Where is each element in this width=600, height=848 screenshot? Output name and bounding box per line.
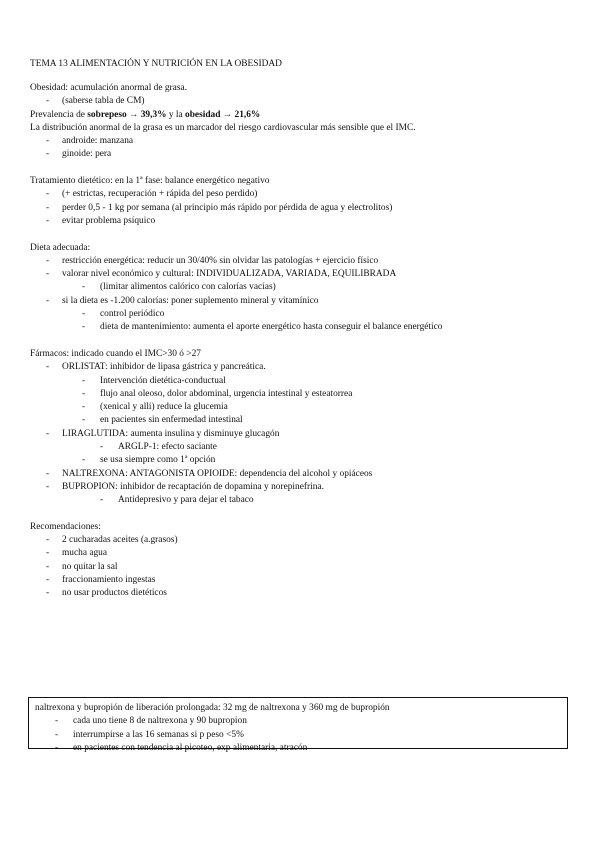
bullet-dash: - (46, 548, 50, 559)
bullet-dash: - (55, 742, 59, 753)
sobrepeso-value: sobrepeso → 39,3% (87, 109, 167, 120)
list-item: - LIRAGLUTIDA: aumenta insulina y disminuye glucagón (30, 428, 575, 441)
list-item: - si la dieta es -1.200 calorías: poner suplemento mineral y vitamínico (30, 295, 575, 308)
note-box (28, 697, 568, 753)
bullet-dash: - (46, 481, 50, 492)
list-item: - (saberse tabla de CM) (30, 95, 575, 108)
bullet-dash: - (46, 362, 50, 373)
list-item: - cada uno tiene 8 de naltrexona y 90 bupropion (35, 715, 561, 728)
list-subitem: - Antidepresivo y para dejar el tabaco (30, 494, 575, 507)
bullet-dash: - (82, 375, 86, 386)
list-item: - en pacientes con tendencia al picoteo, exp alimentaria, atracón (35, 742, 561, 755)
note-heading: naltrexona y bupropión de liberación prolongada: 32 mg de naltrexona y 360 mg de bupropión (35, 703, 390, 713)
document-title: TEMA 13 ALIMENTACIÓN Y NUTRICIÓN EN LA OBESIDAD (30, 59, 282, 69)
list-subitem: - dieta de mantenimiento: aumenta el aporte energético hasta conseguir el balance energético (30, 321, 575, 334)
list-item: - no quitar la sal (30, 561, 575, 574)
tratamiento-heading: Tratamiento dietético: en la 1ª fase: balance energético negativo (30, 176, 270, 187)
list-item: - NALTREXONA: ANTAGONISTA OPIOIDE: dependencia del alcohol y opiáceos (30, 468, 575, 481)
list-item: - ginoide: pera (30, 148, 575, 161)
list-subitem: - en pacientes sin enfermedad intestinal (30, 414, 575, 427)
bullet-dash: - (46, 269, 50, 280)
bullet-dash: - (46, 574, 50, 585)
list-item: - BUPROPION: inhibidor de recaptación de dopamina y norepinefrina. (30, 481, 575, 494)
list-item: - fraccionamiento ingestas (30, 574, 575, 587)
list-item: - 2 cucharadas aceites (a.grasos) (30, 534, 575, 547)
list-subitem: - flujo anal oleoso, dolor abdominal, urgencia intestinal y esteatorrea (30, 388, 575, 401)
bullet-dash: - (82, 309, 86, 320)
bullet-dash: - (46, 215, 50, 226)
bullet-dash: - (46, 588, 50, 599)
bullet-dash: - (46, 561, 50, 572)
dieta-heading: Dieta adecuada: (30, 242, 91, 253)
list-item: - androide: manzana (30, 135, 575, 148)
bullet-dash: - (82, 455, 86, 466)
bullet-dash: - (46, 255, 50, 266)
bullet-dash: - (46, 468, 50, 479)
bullet-dash: - (100, 495, 104, 506)
bullet-dash: - (46, 189, 50, 200)
bullet-dash: - (46, 202, 50, 213)
bullet-dash: - (46, 428, 50, 439)
distribucion-line: La distribución anormal de la grasa es un marcador del riesgo cardiovascular más sensible que el IMC. (30, 122, 416, 133)
list-item: - (+ estrictas, recuperación + rápida del peso perdido) (30, 188, 575, 201)
list-item: - evitar problema psíquico (30, 215, 575, 228)
list-item: - mucha agua (30, 547, 575, 560)
obesidad-definition: Obesidad: acumulación anormal de grasa. (30, 83, 187, 93)
prevalencia-line: Prevalencia de sobrepeso → 39,3% y la obesidad → 21,6% (30, 109, 261, 120)
list-item: - interrumpirse a las 16 semanas si p peso <5% (35, 729, 561, 742)
bullet-dash: - (55, 716, 59, 727)
bullet-dash: - (82, 402, 86, 413)
obesidad-value: obesidad → 21,6% (185, 109, 261, 120)
recomendaciones-heading: Recomendaciones: (30, 521, 101, 532)
list-item: - ORLISTAT: inhibidor de lipasa gástrica y pancreática. (30, 361, 575, 374)
list-item: - restricción energética: reducir un 30/40% sin olvidar las patologías + ejercicio físico (30, 255, 575, 268)
bullet-dash: - (82, 322, 86, 333)
bullet-dash: - (46, 136, 50, 147)
bullet-dash: - (82, 282, 86, 293)
bullet-dash: - (46, 535, 50, 546)
list-item: - valorar nivel económico y cultural: INDIVIDUALIZADA, VARIADA, EQUILIBRADA (30, 268, 575, 281)
bullet-dash: - (46, 96, 50, 107)
list-subitem: - control periódico (30, 308, 575, 321)
bullet-dash: - (46, 149, 50, 160)
document-body (30, 82, 575, 601)
farmacos-heading: Fármacos: indicado cuando el IMC>30 ó >27 (30, 348, 201, 359)
bullet-dash: - (100, 442, 104, 453)
list-subitem: - se usa siempre como 1ª opción (30, 454, 575, 467)
list-item: - no usar productos dietéticos (30, 587, 575, 600)
list-subitem: - (xenical y alli) reduce la glucemia (30, 401, 575, 414)
bullet-dash: - (82, 388, 86, 399)
list-subitem: - (limitar alimentos calórico con calorías vacías) (30, 281, 575, 294)
list-item: - perder 0,5 - 1 kg por semana (al principio más rápido por pérdida de agua y electrolitos) (30, 202, 575, 215)
list-subitem: - Intervención dietética-conductual (30, 375, 575, 388)
bullet-dash: - (46, 295, 50, 306)
bullet-dash: - (55, 729, 59, 740)
list-subitem: - ARGLP-1: efecto saciante (30, 441, 575, 454)
bullet-dash: - (82, 415, 86, 426)
